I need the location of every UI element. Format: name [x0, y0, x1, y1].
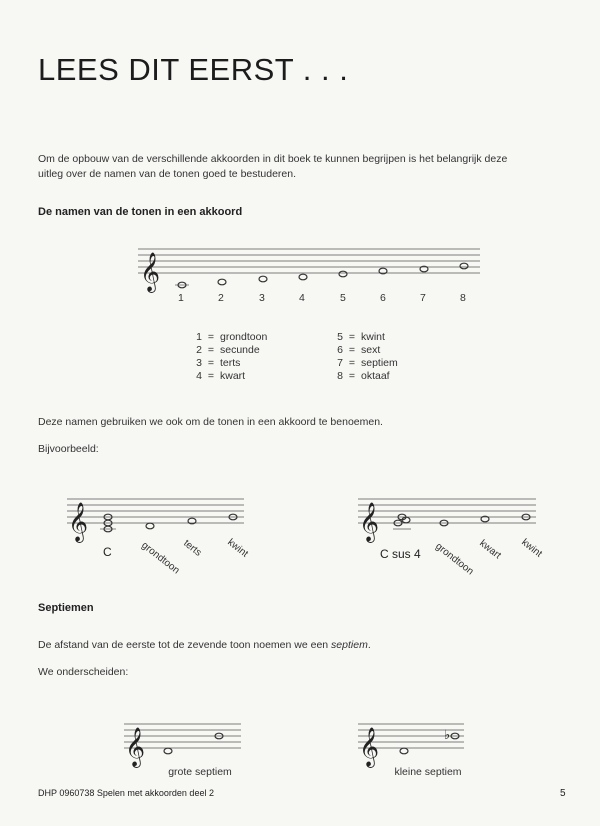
flat-sign-icon: ♭ — [444, 728, 451, 743]
septiem-term: septiem — [331, 639, 368, 651]
treble-clef-icon: 𝄞 — [68, 502, 89, 542]
legend-item: 8 = oktaaf — [337, 370, 390, 382]
treble-clef-icon: 𝄞 — [125, 727, 146, 767]
degree-number: 3 — [259, 292, 265, 304]
caption-kleine-septiem: kleine septiem — [394, 766, 462, 778]
legend-item: 7 = septiem — [337, 357, 398, 369]
interval-label: grondtoon — [139, 540, 182, 577]
usage-text: Deze namen gebruiken we ook om de tonen in een akkoord te benoemen. — [38, 416, 383, 428]
interval-label: kwart — [477, 538, 503, 562]
chord-name-csus4: C sus 4 — [380, 547, 421, 561]
note-root — [400, 748, 408, 754]
section-heading-tone-names: De namen van de tonen in een akkoord — [38, 206, 243, 218]
caption-grote-septiem: grote septiem — [168, 766, 232, 778]
legend-item: 2 = secunde — [196, 344, 260, 356]
page-title: LEES DIT EERST . . . — [38, 52, 349, 87]
page-number: 5 — [560, 788, 566, 799]
footer-text: DHP 0960738 Spelen met akkoorden deel 2 — [38, 788, 214, 798]
interval-label: grondtoon — [433, 541, 476, 578]
treble-clef-icon: 𝄞 — [359, 727, 380, 767]
legend-item: 5 = kwint — [337, 331, 385, 343]
chord-name-c: C — [103, 545, 112, 559]
treble-clef-icon: 𝄞 — [140, 252, 161, 292]
note-root — [164, 748, 172, 754]
legend-item: 6 = sext — [337, 344, 381, 356]
degree-number: 5 — [340, 292, 346, 304]
distinguish-text: We onderscheiden: — [38, 666, 129, 678]
degree-number: 8 — [460, 292, 466, 304]
degree-number: 1 — [178, 292, 184, 304]
intro-line-2: uitleg over de namen van de tonen goed te bestuderen. — [38, 168, 297, 180]
intro-line-1: Om de opbouw van de verschillende akkoorden in dit boek te kunnen begrijpen is het belangrijk deze — [38, 153, 508, 165]
degree-number: 7 — [420, 292, 426, 304]
septiem-definition: De afstand van de eerste tot de zevende toon noemen we een septiem. — [38, 639, 371, 651]
degree-number: 2 — [218, 292, 224, 304]
degree-number: 6 — [380, 292, 386, 304]
degree-number: 4 — [299, 292, 305, 304]
legend-item: 4 = kwart — [196, 370, 246, 382]
legend-item: 1 = grondtoon — [196, 331, 268, 343]
section-heading-septiemen: Septiemen — [38, 602, 94, 614]
interval-label: kwint — [225, 537, 250, 560]
interval-label: kwint — [519, 537, 544, 560]
treble-clef-icon: 𝄞 — [359, 502, 380, 542]
example-label: Bijvoorbeeld: — [38, 443, 99, 455]
legend-item: 3 = terts — [196, 357, 241, 369]
interval-label: terts — [181, 538, 204, 559]
